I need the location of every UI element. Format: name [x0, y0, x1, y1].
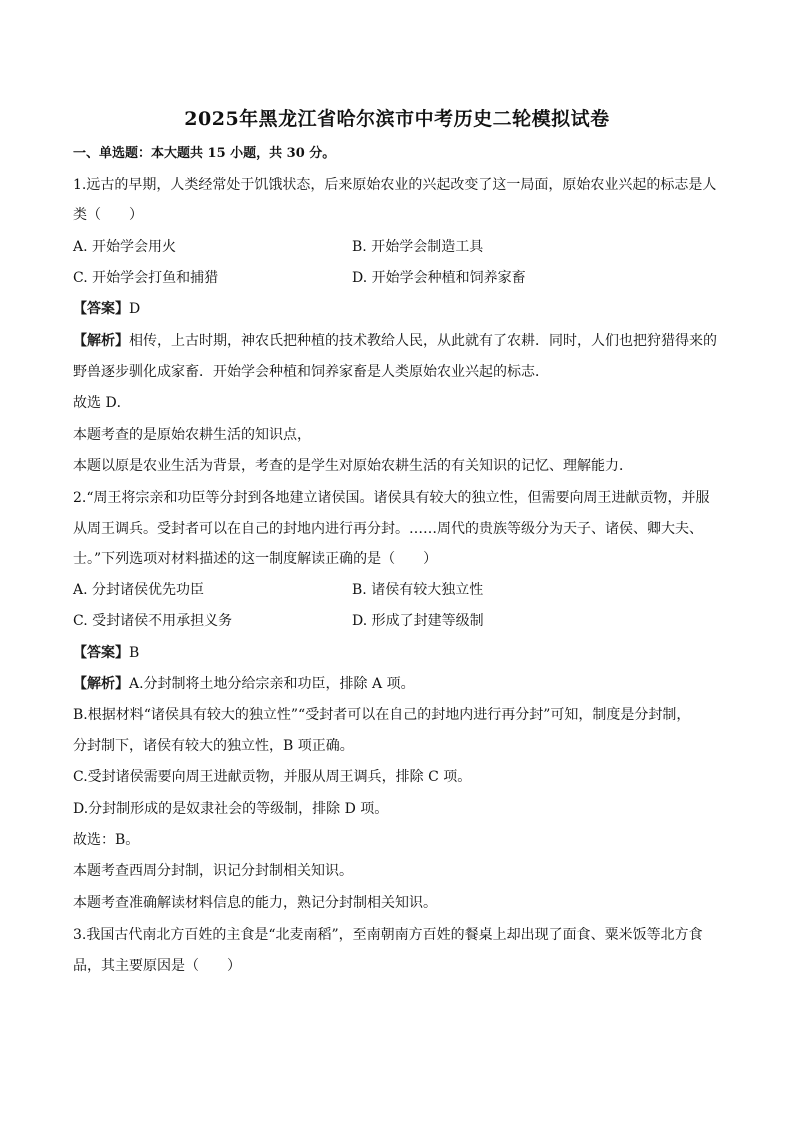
analysis-tag: 【解析】 — [73, 333, 129, 349]
page-title: 2025年黑龙江省哈尔滨市中考历史二轮模拟试卷 — [184, 108, 610, 130]
q2-analysis-line-1 — [73, 674, 415, 694]
q1-stem-line-1: 1.远古的早期，人类经常处于饥饿状态，后来原始农业的兴起改变了这一局面，原始农业兴起的标志是人 — [73, 177, 717, 193]
q1-analysis-text-1: 相传，上古时期，神农氏把种植的技术教给人民，从此就有了农耕．同时，人们也把狩猎得来的 — [129, 333, 717, 349]
q2-analysis-line-3: 分封制下，诸侯有较大的独立性，B 项正确。 — [73, 738, 354, 754]
q2-analysis-line-6: 故选：B。 — [73, 832, 140, 848]
answer-tag: 【答案】 — [73, 645, 129, 661]
q2-analysis-line-4: C.受封诸侯需要向周王进献贡物，并服从周王调兵，排除 C 项。 — [73, 769, 472, 785]
q2-stem-line-3: 士。”下列选项对材料描述的这一制度解读正确的是（ ） — [73, 551, 438, 567]
q1-analysis-line-4: 本题考查的是原始农耕生活的知识点， — [73, 427, 311, 443]
q2-stem-line-1: 2.“周王将宗亲和功臣等分封到各地建立诸侯国。诸侯具有较大的独立性，但需要向周王进献贡物，并服 — [73, 490, 710, 506]
q2-analysis-text-1: A.分封制将土地分给宗亲和功臣，排除 A 项。 — [129, 676, 415, 692]
q2-option-d: D. 形成了封建等级制 — [352, 613, 484, 629]
q2-option-a: A. 分封诸侯优先功臣 — [73, 582, 205, 598]
q3-stem-line-1: 3.我国古代南北方百姓的主食是“北麦南稻”，至南朝南方百姓的餐桌上却出现了面食、粟米饭等北方食 — [73, 927, 703, 943]
q1-stem-line-2: 类（ ） — [73, 207, 143, 223]
q2-option-c: C. 受封诸侯不用承担义务 — [73, 613, 233, 629]
q1-option-d: D. 开始学会种植和饲养家畜 — [352, 270, 526, 286]
q1-option-c: C. 开始学会打鱼和捕猎 — [73, 270, 219, 286]
q3-stem-line-2: 品，其主要原因是（ ） — [73, 958, 241, 974]
q1-option-a: A. 开始学会用火 — [73, 239, 177, 255]
q2-option-b: B. 诸侯有较大独立性 — [352, 582, 484, 598]
q2-answer-value: B — [129, 645, 140, 661]
q1-analysis-line-5: 本题以原是农业生活为背景，考查的是学生对原始农耕生活的有关知识的记忆、理解能力． — [73, 458, 633, 474]
answer-tag: 【答案】 — [73, 301, 129, 317]
q1-answer — [73, 299, 140, 319]
q1-answer-value: D — [129, 301, 141, 317]
q1-analysis-line-2: 野兽逐步驯化成家畜．开始学会种植和饲养家畜是人类原始农业兴起的标志． — [73, 364, 549, 380]
q1-option-b: B. 开始学会制造工具 — [352, 239, 484, 255]
q1-analysis-line-1 — [73, 331, 717, 351]
q2-analysis-line-7: 本题考查西周分封制，识记分封制相关知识。 — [73, 863, 353, 879]
q1-analysis-line-3: 故选 D． — [73, 395, 131, 411]
q2-answer — [73, 643, 139, 663]
q2-analysis-line-2: B.根据材料“诸侯具有较大的独立性”“受封者可以在自己的封地内进行再分封”可知，制度是分封制， — [73, 707, 691, 723]
q2-analysis-line-5: D.分封制形成的是奴隶社会的等级制，排除 D 项。 — [73, 801, 389, 817]
q2-stem-line-2: 从周王调兵。受封者可以在自己的封地内进行再分封。……周代的贵族等级分为天子、诸侯、卿大夫、 — [73, 521, 703, 537]
q2-analysis-line-8: 本题考查准确解读材料信息的能力，熟记分封制相关知识。 — [73, 895, 437, 911]
analysis-tag: 【解析】 — [73, 676, 129, 692]
section-heading: 一、单选题：本大题共 15 小题，共 30 分。 — [73, 146, 336, 161]
